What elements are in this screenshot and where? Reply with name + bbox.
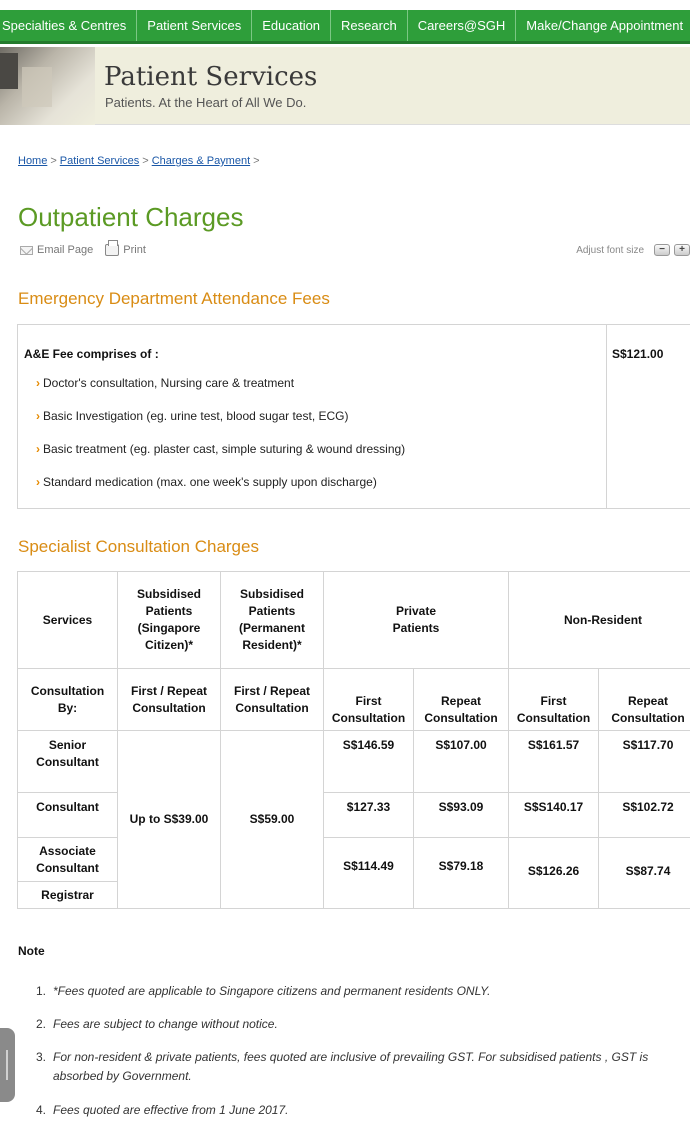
note-number: 1. xyxy=(36,984,47,998)
header-private-patients: Private Patients xyxy=(324,572,509,669)
cell-nonres-repeat: S$102.72 xyxy=(599,793,690,838)
top-navigation xyxy=(0,10,690,44)
email-page-label: Email Page xyxy=(37,244,94,256)
list-item xyxy=(36,376,294,390)
note-text: For non-resident & private patients, fees quoted are inclusive of prevailing GST. For subsidised patients , GST is absorbed by Government. xyxy=(53,1050,649,1083)
subheader-citizen: First / Repeat Consultation xyxy=(118,669,221,731)
cell-private-repeat: S$79.18 xyxy=(414,838,509,909)
breadcrumb-separator: > xyxy=(253,155,260,167)
list-item-text: Doctor's consultation, Nursing care & treatment xyxy=(43,376,295,390)
nav-item-education[interactable]: Education xyxy=(252,10,331,41)
cell-private-first: S$114.49 xyxy=(324,838,414,909)
list-item-text: Basic treatment (eg. plaster cast, simple suturing & wound dressing) xyxy=(43,442,406,456)
chevron-right-icon: › xyxy=(36,409,40,423)
page-tools xyxy=(20,244,146,256)
emergency-fee-amount: S$121.00 xyxy=(612,347,664,361)
subheader-private-first: First Consultation xyxy=(324,669,414,731)
page-banner xyxy=(0,47,690,125)
subheader-private-repeat: Repeat Consultation xyxy=(414,669,509,731)
breadcrumb-charges-payment[interactable]: Charges & Payment xyxy=(151,155,251,167)
chevron-right-icon: › xyxy=(36,376,40,390)
cell-nonres-first: S$126.26 xyxy=(509,838,599,909)
specialist-section-title: Specialist Consultation Charges xyxy=(18,537,259,556)
side-drawer-handle[interactable] xyxy=(0,1028,15,1102)
subheader-pr: First / Repeat Consultation xyxy=(221,669,324,731)
header-subsidised-pr: Subsidised Patients (Permanent Resident)* xyxy=(221,572,324,669)
list-item xyxy=(36,1101,656,1120)
breadcrumb-separator: > xyxy=(50,155,57,167)
print-link[interactable] xyxy=(105,244,146,256)
nav-item-appointment[interactable]: Make/Change Appointment xyxy=(516,10,690,41)
banner-subtitle: Patients. At the Heart of All We Do. xyxy=(105,95,307,110)
list-item-text: Standard medication (max. one week's supply upon discharge) xyxy=(43,475,377,489)
printer-icon xyxy=(105,244,119,256)
note-number: 3. xyxy=(36,1050,47,1064)
subheader-consultation-by: Consultation By: xyxy=(18,669,118,731)
list-item xyxy=(36,982,656,1001)
list-item xyxy=(36,442,405,456)
header-non-resident: Non-Resident xyxy=(509,572,690,669)
citizen-fee: Up to S$39.00 xyxy=(118,731,221,909)
emergency-fee-box xyxy=(17,324,690,509)
breadcrumb-patient-services[interactable]: Patient Services xyxy=(59,155,140,167)
note-heading: Note xyxy=(18,944,45,958)
emergency-fee-heading: A&E Fee comprises of : xyxy=(24,347,159,361)
breadcrumb-home[interactable]: Home xyxy=(18,155,48,167)
header-services: Services xyxy=(18,572,118,669)
nav-item-patient-services[interactable]: Patient Services xyxy=(137,10,252,41)
row-label: Registrar xyxy=(18,882,118,909)
note-number: 4. xyxy=(36,1103,47,1117)
cell-nonres-repeat: S$87.74 xyxy=(599,838,690,909)
cell-nonres-repeat: S$117.70 xyxy=(599,731,690,793)
envelope-icon xyxy=(20,246,33,255)
note-text: Fees are subject to change without notice. xyxy=(53,1017,278,1031)
list-item xyxy=(36,1048,656,1086)
font-increase-button[interactable]: + xyxy=(674,244,690,256)
adjust-font-label: Adjust font size xyxy=(576,244,644,256)
pr-fee: S$59.00 xyxy=(221,731,324,909)
note-text: Fees quoted are effective from 1 June 2017. xyxy=(53,1103,289,1117)
note-text: *Fees quoted are applicable to Singapore citizens and permanent residents ONLY. xyxy=(53,984,491,998)
table-subheader-row xyxy=(18,669,690,731)
table-header-row xyxy=(18,572,690,669)
chevron-right-icon: › xyxy=(36,442,40,456)
nav-item-specialties[interactable]: Specialties & Centres xyxy=(0,10,137,41)
cell-nonres-first: S$S140.17 xyxy=(509,793,599,838)
subheader-nonres-repeat: Repeat Consultation xyxy=(599,669,690,731)
cell-private-repeat: S$107.00 xyxy=(414,731,509,793)
breadcrumb xyxy=(18,155,263,167)
list-item xyxy=(36,409,348,423)
list-item xyxy=(36,1015,656,1034)
table-row xyxy=(18,731,690,793)
list-item-text: Basic Investigation (eg. urine test, blood sugar test, ECG) xyxy=(43,409,349,423)
header-subsidised-citizen: Subsidised Patients (Singapore Citizen)* xyxy=(118,572,221,669)
chevron-right-icon: › xyxy=(36,475,40,489)
specialist-charges-table xyxy=(17,571,690,909)
cell-nonres-first: S$161.57 xyxy=(509,731,599,793)
font-size-control xyxy=(576,244,690,256)
emergency-section-title: Emergency Department Attendance Fees xyxy=(18,289,330,308)
cell-private-repeat: S$93.09 xyxy=(414,793,509,838)
breadcrumb-separator: > xyxy=(142,155,149,167)
row-label: Senior Consultant xyxy=(18,731,118,793)
row-label: Consultant xyxy=(18,793,118,838)
cell-private-first: $127.33 xyxy=(324,793,414,838)
page-title: Outpatient Charges xyxy=(18,202,244,232)
banner-image xyxy=(0,47,95,125)
row-label: Associate Consultant xyxy=(18,838,118,882)
note-number: 2. xyxy=(36,1017,47,1031)
print-label: Print xyxy=(123,244,146,256)
subheader-nonres-first: First Consultation xyxy=(509,669,599,731)
list-item xyxy=(36,475,377,489)
banner-title: Patient Services xyxy=(104,62,318,92)
nav-item-careers[interactable]: Careers@SGH xyxy=(408,10,517,41)
email-page-link[interactable] xyxy=(20,244,93,256)
cell-private-first: S$146.59 xyxy=(324,731,414,793)
font-decrease-button[interactable]: − xyxy=(654,244,670,256)
nav-item-research[interactable]: Research xyxy=(331,10,408,41)
